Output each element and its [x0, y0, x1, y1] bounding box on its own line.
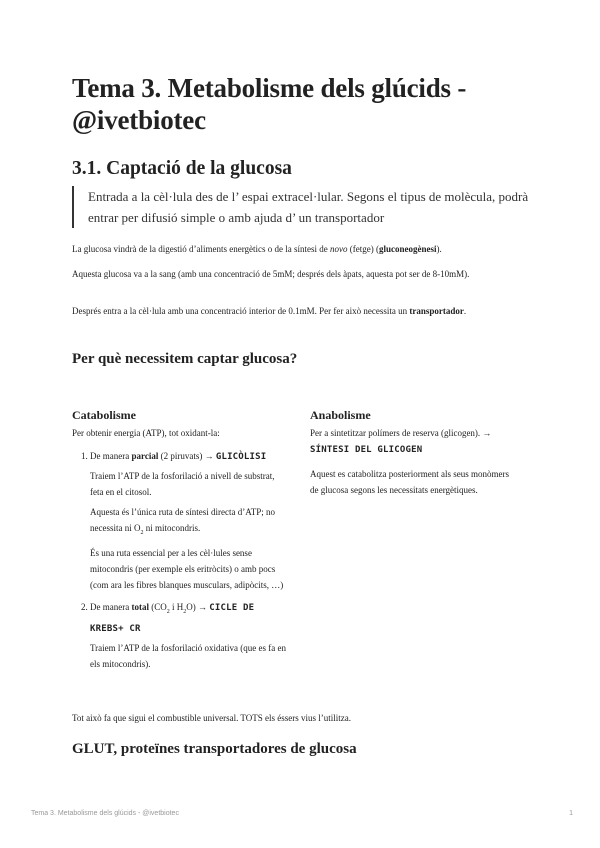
subsection-why-capture: Per què necessitem captar glucosa?: [72, 351, 298, 367]
catabolisme-intro: Per obtenir energia (ATP), tot oxidant-la:: [72, 428, 220, 438]
glicolisi-detail-2: Aquesta és l’única ruta de síntesi directa d’ATP; no necessita ni $O_2$ ni mitocondris.: [90, 507, 275, 536]
krebs-detail: Traiem l’ATP de la fosforilació oxidativa (que es fa en els mitocondris).: [90, 642, 287, 669]
paragraph-blood-glucose: Aquesta glucosa va a la sang (amb una concentració de 5mM; després dels àpats, aquesta pot ser de 8-10mM).: [72, 269, 470, 279]
blockquote: Entrada a la cèl·lula des de l’ espai extracel·lular. Segons el tipus de molècula, podrà entrar per difusió simple o amb ajuda d’ un transportador: [72, 186, 540, 228]
anabolisme-intro: Per a sintetitzar polímers de reserva (glicogen). → SÍNTESI DEL GLICOGEN: [310, 428, 492, 455]
list-item: 1. De manera parcial (2 piruvats) → GLICÒLISI Traiem l’ATP de la fosforilació a nivell de substrat, feta en el citosol. Aquesta és l’única ruta de síntesi directa d’ATP; no necessita ni $O_2$ ni mitocondris. És una ruta essencial per a les cèl·lules sense mitocondris (per exemple els eritròcits) o amb pocs (com ara les fibres blanques musculars, adipòcits, …): [90, 448, 287, 593]
section-title: 3.1. Captació de la glucosa: [72, 158, 292, 179]
paragraph-glucose-origin: La glucosa vindrà de la digestió d’aliments energètics o de la síntesi de novo (fetge) (gluconeogènesi).: [72, 244, 442, 254]
catabolisme-column: [72, 407, 287, 678]
glicolisi-detail-3: És una ruta essencial per a les cèl·lules sense mitocondris (per exemple els eritròcits) o amb pocs (com ara les fibres blanques musculars, adipòcits, …): [90, 547, 284, 590]
subsection-glut: GLUT, proteïnes transportadores de glucosa: [72, 741, 357, 757]
catabolisme-list: [72, 448, 287, 672]
paragraph-cell-entry: Després entra a la cèl·lula amb una concentració interior de 0.1mM. Per fer això necessita un transportador.: [72, 306, 467, 316]
paragraph-universal-fuel: Tot això fa que sigui el combustible universal. TOTS els éssers vius l’utilitza.: [72, 713, 351, 723]
page-title: Tema 3. Metabolisme dels glúcids - @ivetbiotec: [72, 73, 467, 135]
anabolisme-heading: Anabolisme: [310, 408, 371, 422]
page-number: 1: [569, 810, 573, 817]
footer-title: Tema 3. Metabolisme dels glúcids - @ivetbiotec: [31, 810, 179, 817]
anabolisme-text: Aquest es catabolitza posteriorment als seus monòmers de glucosa segons les necessitats energètiques.: [310, 469, 509, 495]
anabolisme-column: [310, 407, 510, 498]
glicolisi-detail-1: Traiem l’ATP de la fosforilació a nivell de substrat, feta en el citosol.: [90, 471, 275, 497]
catabolisme-heading: Catabolisme: [72, 408, 136, 422]
list-item: 2. De manera total ($CO_2$ i $H_2O$) → CICLE DE KREBS+ CR Traiem l’ATP de la fosforilació oxidativa (que es fa en els mitocondris).: [90, 599, 287, 672]
page-footer: [31, 810, 573, 817]
